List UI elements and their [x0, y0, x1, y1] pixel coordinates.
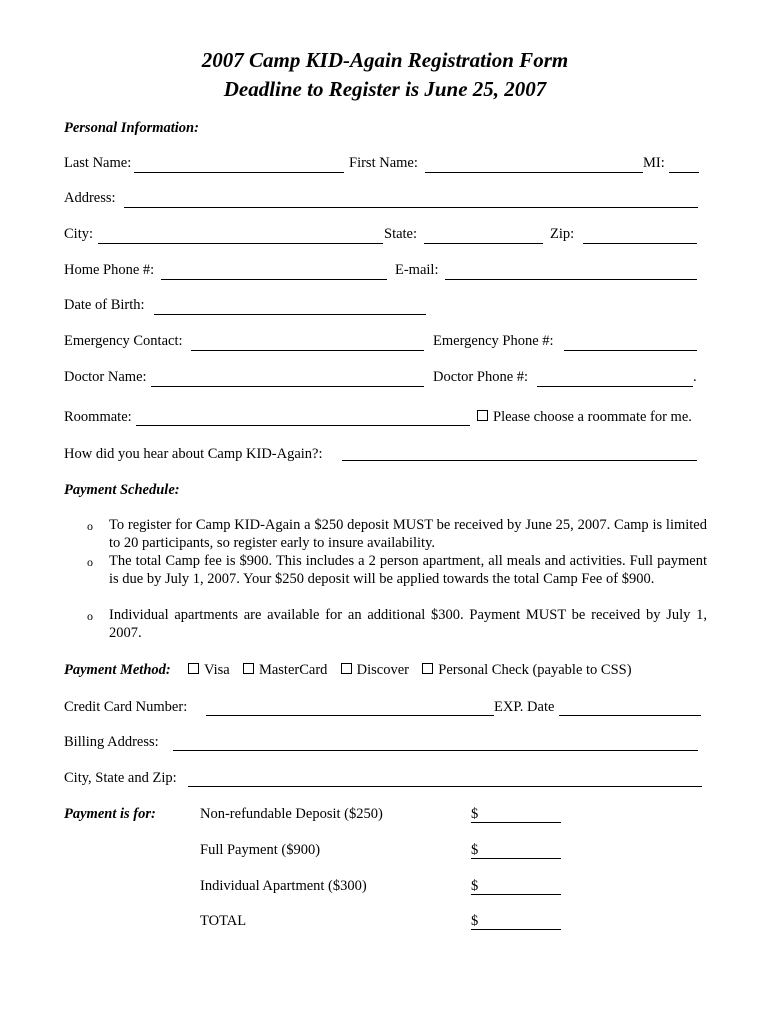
- schedule-item-fee: The total Camp fee is $900. This includes a 2 person apartment, all meals and activities. Full payment is due by July 1, 2007. Your $250 deposit will be applied towards the total Camp Fee of $900.: [109, 553, 707, 587]
- doctor-name-label: Doctor Name:: [64, 369, 147, 385]
- emergency-contact-field[interactable]: [191, 350, 424, 351]
- state-field[interactable]: [424, 243, 543, 244]
- personal-info-heading: Personal Information:: [64, 120, 199, 136]
- last-name-field[interactable]: [134, 172, 344, 173]
- home-phone-field[interactable]: [161, 279, 387, 280]
- doctor-phone-period: .: [693, 369, 697, 385]
- payment-option-discover[interactable]: [341, 662, 409, 678]
- doctor-name-field[interactable]: [151, 386, 424, 387]
- exp-date-field[interactable]: [559, 715, 701, 716]
- dob-label: Date of Birth:: [64, 297, 145, 313]
- payment-option-mastercard[interactable]: [243, 662, 327, 678]
- doctor-phone-field[interactable]: [537, 386, 693, 387]
- address-label: Address:: [64, 190, 116, 206]
- roommate-choice-label: Please choose a roommate for me.: [493, 409, 692, 425]
- mi-label: MI:: [643, 155, 665, 171]
- discover-checkbox[interactable]: [341, 663, 352, 674]
- roommate-choice-option[interactable]: [477, 409, 692, 426]
- bullet-marker: o: [87, 555, 93, 569]
- dollar-sign: $: [471, 878, 479, 894]
- apartment-amount-field[interactable]: [471, 894, 561, 895]
- discover-label: Discover: [356, 662, 409, 678]
- payment-option-check[interactable]: [422, 662, 631, 678]
- zip-label: Zip:: [550, 226, 575, 242]
- mastercard-label: MasterCard: [258, 662, 328, 678]
- visa-label: Visa: [203, 662, 230, 678]
- doctor-phone-label: Doctor Phone #:: [433, 369, 529, 385]
- schedule-item-apartment: Individual apartments are available for an additional $300. Payment MUST be received by July 1, 2007.: [109, 607, 707, 641]
- hear-about-field[interactable]: [342, 460, 697, 461]
- state-label: State:: [384, 226, 418, 242]
- card-number-field[interactable]: [206, 715, 494, 716]
- first-name-label: First Name:: [349, 155, 418, 171]
- payment-schedule-heading: Payment Schedule:: [64, 482, 180, 498]
- bullet-marker: o: [87, 609, 93, 623]
- city-state-zip-field[interactable]: [188, 786, 702, 787]
- mastercard-checkbox[interactable]: [243, 663, 254, 674]
- city-state-zip-label: City, State and Zip:: [64, 770, 177, 786]
- total-amount-field[interactable]: [471, 929, 561, 930]
- last-name-label: Last Name:: [64, 155, 132, 171]
- personal-check-checkbox[interactable]: [422, 663, 433, 674]
- dollar-sign: $: [471, 913, 479, 929]
- zip-field[interactable]: [583, 243, 697, 244]
- emergency-contact-label: Emergency Contact:: [64, 333, 183, 349]
- roommate-label: Roommate:: [64, 409, 132, 425]
- payment-method-heading: Payment Method:: [64, 662, 171, 678]
- home-phone-label: Home Phone #:: [64, 262, 155, 278]
- apartment-label: Individual Apartment ($300): [200, 878, 367, 894]
- city-label: City:: [64, 226, 94, 242]
- schedule-item-deposit: To register for Camp KID-Again a $250 deposit MUST be received by June 25, 2007. Camp is limited to 20 participants, so register early to insure availability.: [109, 517, 707, 551]
- full-payment-amount-field[interactable]: [471, 858, 561, 859]
- total-label: TOTAL: [200, 913, 247, 929]
- bullet-marker: o: [87, 519, 93, 533]
- city-field[interactable]: [98, 243, 383, 244]
- roommate-checkbox[interactable]: [477, 410, 488, 421]
- emergency-phone-label: Emergency Phone #:: [433, 333, 554, 349]
- dollar-sign: $: [471, 842, 479, 858]
- deadline-subtitle: Deadline to Register is June 25, 2007: [223, 77, 547, 101]
- roommate-field[interactable]: [136, 425, 470, 426]
- address-field[interactable]: [124, 207, 698, 208]
- emergency-phone-field[interactable]: [564, 350, 697, 351]
- card-number-label: Credit Card Number:: [64, 699, 188, 715]
- email-label: E-mail:: [395, 262, 439, 278]
- personal-check-label: Personal Check (payable to CSS): [438, 662, 632, 678]
- deposit-item-label: Non-refundable Deposit ($250): [200, 806, 383, 822]
- billing-address-field[interactable]: [173, 750, 698, 751]
- email-field[interactable]: [445, 279, 697, 280]
- form-title: 2007 Camp KID-Again Registration Form: [201, 48, 569, 72]
- payment-option-visa[interactable]: [188, 662, 230, 678]
- mi-field[interactable]: [669, 172, 699, 173]
- full-payment-label: Full Payment ($900): [200, 842, 321, 858]
- exp-date-label: EXP. Date: [494, 699, 555, 715]
- first-name-field[interactable]: [425, 172, 643, 173]
- dollar-sign: $: [471, 806, 479, 822]
- visa-checkbox[interactable]: [188, 663, 199, 674]
- billing-address-label: Billing Address:: [64, 734, 159, 750]
- hear-about-label: How did you hear about Camp KID-Again?:: [64, 446, 323, 462]
- dob-field[interactable]: [154, 314, 426, 315]
- deposit-amount-field[interactable]: [471, 822, 561, 823]
- payment-method-row: [64, 662, 632, 679]
- payment-for-heading: Payment is for:: [64, 806, 156, 822]
